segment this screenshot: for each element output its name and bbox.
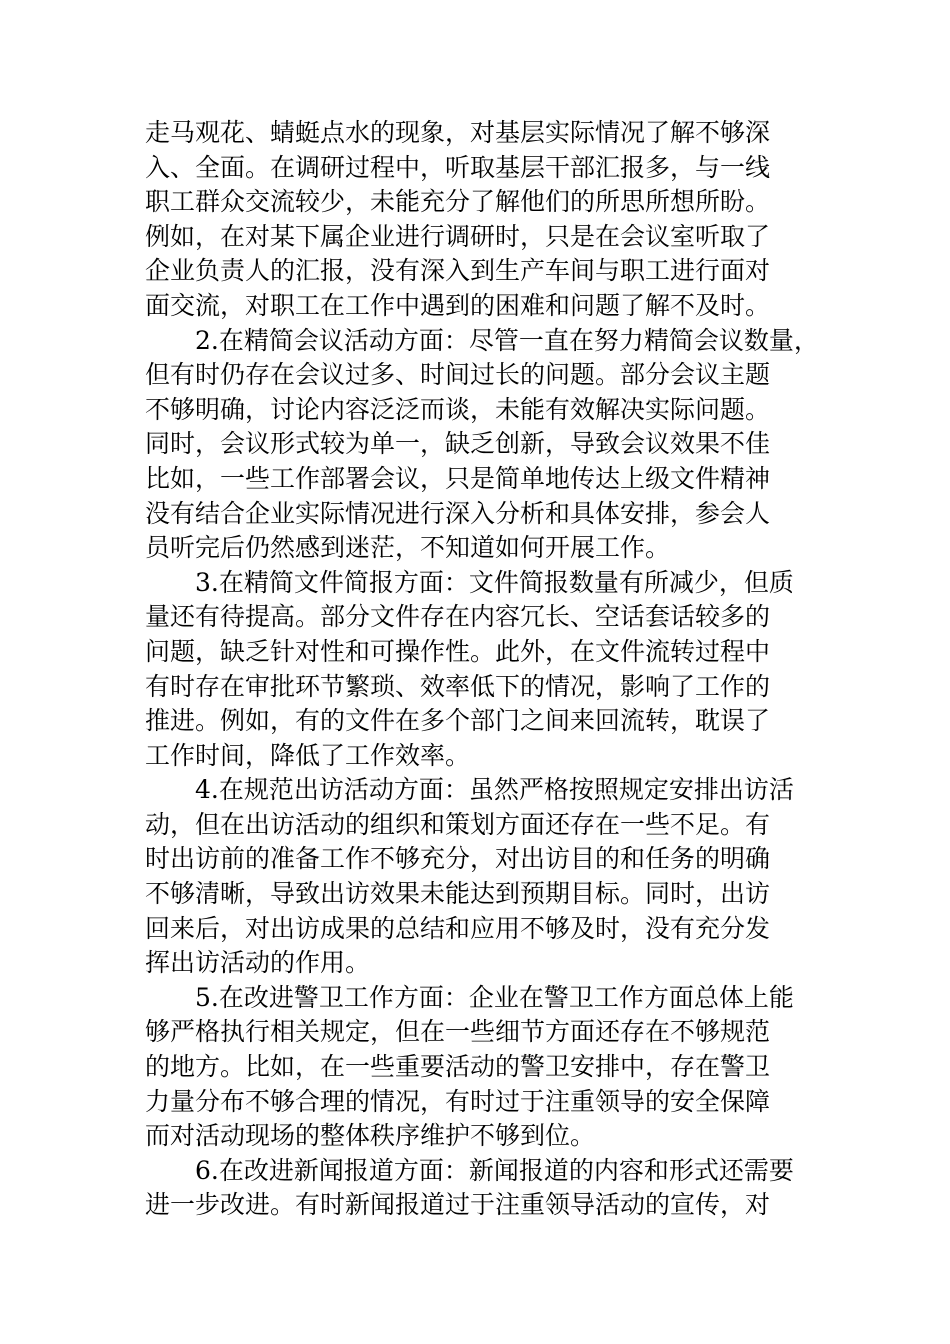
text-line: 有时存在审批环节繁琐、效率低下的情况，影响了工作的 — [145, 671, 771, 701]
text-line: 2.在精简会议活动方面：尽管一直在努力精简会议数量， — [195, 325, 819, 355]
text-line: 推进。例如，有的文件在多个部门之间来回流转，耽误了 — [145, 706, 771, 736]
paragraph-continued — [145, 116, 835, 324]
text-line: 员听完后仍然感到迷茫，不知道如何开展工作。 — [145, 533, 671, 563]
paragraph-visits — [145, 773, 835, 981]
text-line: 量还有待提高。部分文件存在内容冗长、空话套话较多的 — [145, 602, 771, 632]
text-line: 职工群众交流较少，未能充分了解他们的所思所想所盼。 — [145, 187, 771, 217]
text-line: 进一步改进。有时新闻报道过于注重领导活动的宣传，对 — [145, 1190, 771, 1220]
paragraph-documents — [145, 566, 835, 774]
text-line: 时出访前的准备工作不够充分，对出访目的和任务的明确 — [145, 844, 771, 874]
text-line: 的地方。比如，在一些重要活动的警卫安排中，存在警卫 — [145, 1052, 771, 1082]
text-line: 问题，缺乏针对性和可操作性。此外，在文件流转过程中 — [145, 636, 771, 666]
text-line: 回来后，对出访成果的总结和应用不够及时，没有充分发 — [145, 913, 771, 943]
text-line: 3.在精简文件简报方面：文件简报数量有所减少，但质 — [195, 567, 794, 597]
text-line: 而对活动现场的整体秩序维护不够到位。 — [145, 1121, 596, 1151]
text-line: 比如，一些工作部署会议，只是简单地传达上级文件精神 — [145, 463, 771, 493]
text-line: 4.在规范出访活动方面：虽然严格按照规定安排出访活 — [195, 775, 794, 805]
text-line: 力量分布不够合理的情况，有时过于注重领导的安全保障 — [145, 1086, 771, 1116]
text-line: 不够清晰，导致出访效果未能达到预期目标。同时，出访 — [145, 879, 771, 909]
text-line: 入、全面。在调研过程中，听取基层干部汇报多，与一线 — [145, 152, 771, 182]
document-body — [145, 116, 835, 1223]
text-line: 走马观花、蜻蜓点水的现象，对基层实际情况了解不够深 — [145, 118, 771, 147]
text-line: 挥出访活动的作用。 — [145, 948, 371, 978]
text-line: 动，但在出访活动的组织和策划方面还存在一些不足。有 — [145, 809, 771, 839]
text-line: 没有结合企业实际情况进行深入分析和具体安排，参会人 — [145, 498, 771, 528]
text-line: 6.在改进新闻报道方面：新闻报道的内容和形式还需要 — [195, 1155, 794, 1185]
text-line: 工作时间，降低了工作效率。 — [145, 740, 471, 770]
paragraph-security — [145, 981, 835, 1154]
text-line: 同时，会议形式较为单一，缺乏创新，导致会议效果不佳 — [145, 429, 771, 459]
text-line: 5.在改进警卫工作方面：企业在警卫工作方面总体上能 — [195, 982, 794, 1012]
paragraph-meetings — [145, 324, 835, 566]
paragraph-news — [145, 1154, 835, 1223]
text-line: 例如，在对某下属企业进行调研时，只是在会议室听取了 — [145, 221, 771, 251]
text-line: 但有时仍存在会议过多、时间过长的问题。部分会议主题 — [145, 360, 771, 390]
text-line: 够严格执行相关规定，但在一些细节方面还存在不够规范 — [145, 1017, 771, 1047]
text-line: 面交流，对职工在工作中遇到的困难和问题了解不及时。 — [145, 290, 771, 320]
text-line: 企业负责人的汇报，没有深入到生产车间与职工进行面对 — [145, 256, 771, 286]
text-line: 不够明确，讨论内容泛泛而谈，未能有效解决实际问题。 — [145, 394, 771, 424]
